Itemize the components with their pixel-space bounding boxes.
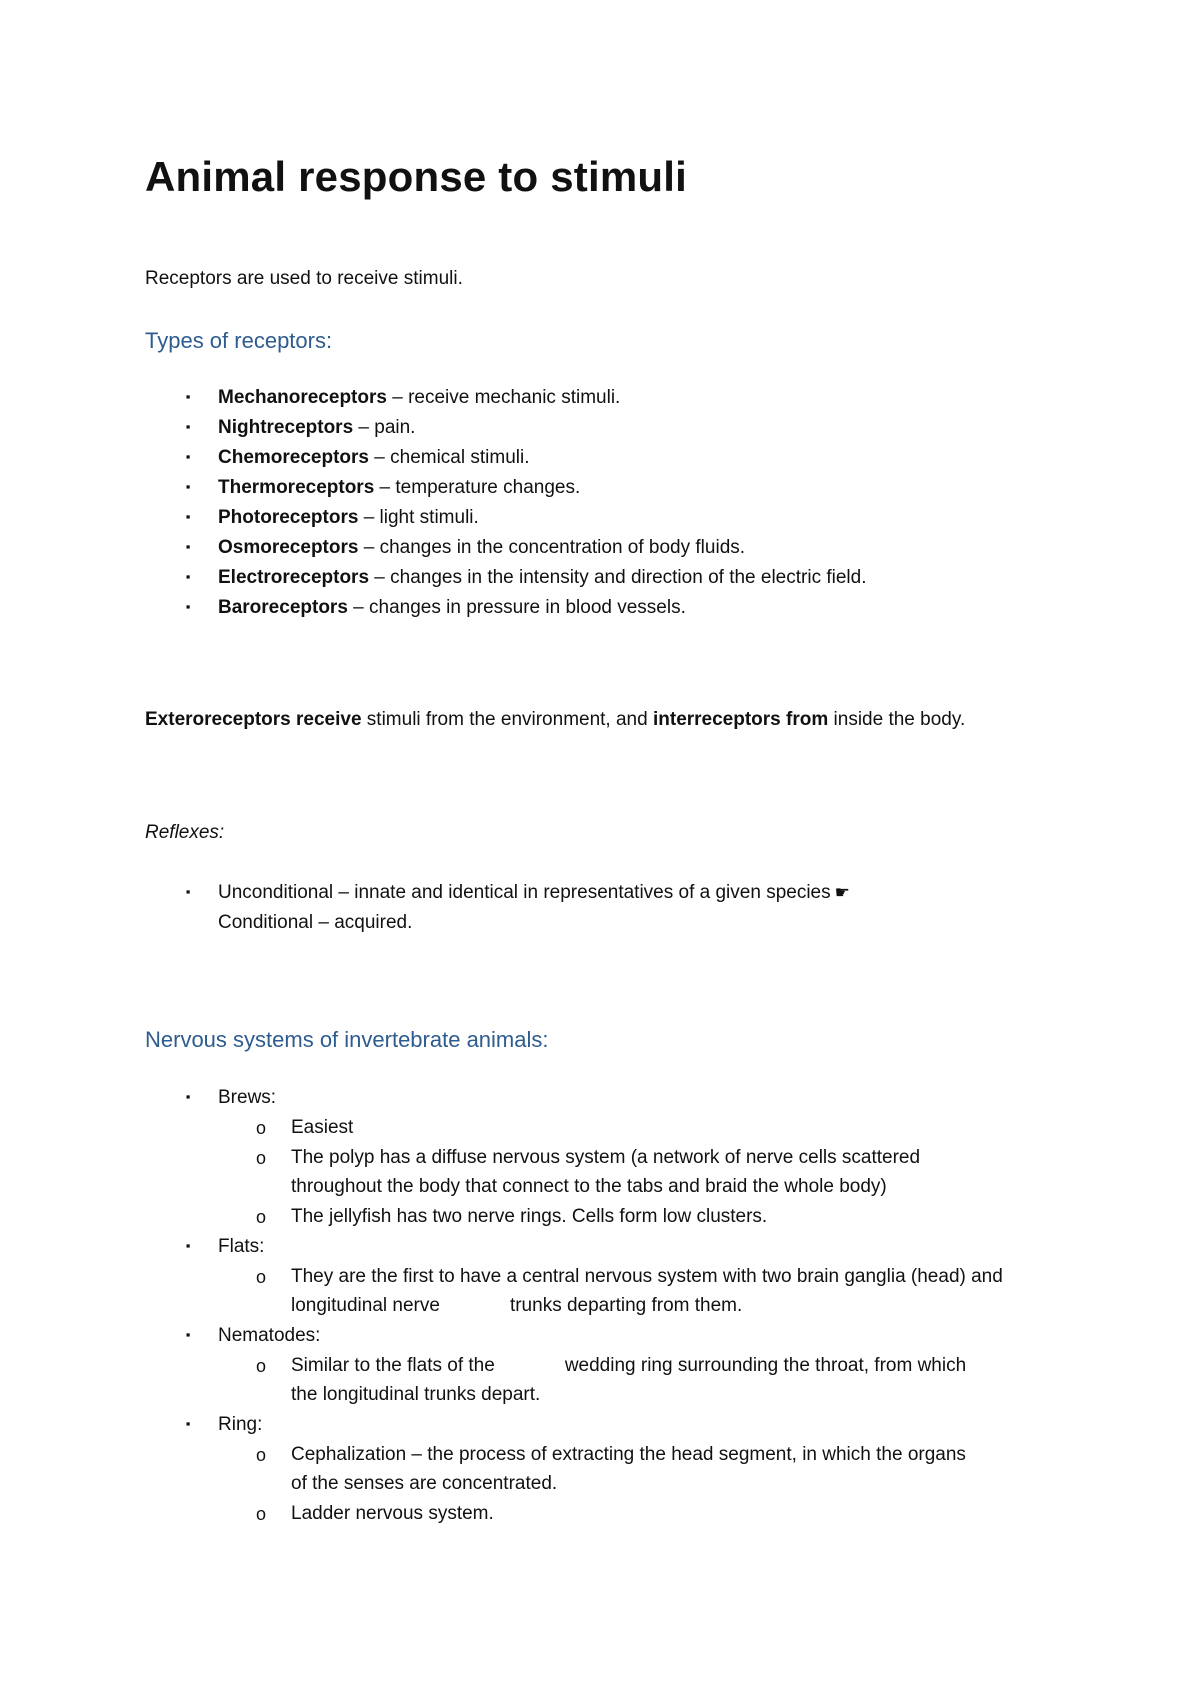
sub-item-continuation: of the senses are concentrated. (291, 1473, 558, 1494)
intero-text: inside the body. (828, 709, 966, 730)
bullet-icon: ▪ (185, 539, 191, 554)
sub-item-continuation: the longitudinal trunks depart. (291, 1384, 541, 1405)
receptor-desc: – chemical stimuli. (369, 447, 530, 468)
receptors-heading: Types of receptors: (145, 328, 333, 353)
sub-item-text: Cephalization – the process of extracting the head segment, in which the organs (291, 1444, 966, 1465)
sub-item-text: They are the first to have a central nervous system with two brain ganglia (head) and (291, 1266, 1003, 1287)
receptor-term: Electroreceptors (218, 567, 370, 588)
bullet-icon: ▪ (185, 884, 191, 899)
bullet-icon: ▪ (185, 419, 191, 434)
bullet-icon: ▪ (185, 1238, 191, 1253)
receptor-term: Photoreceptors (218, 507, 359, 528)
bullet-icon: ▪ (185, 509, 191, 524)
bullet-icon: ▪ (185, 1416, 191, 1431)
bullet-icon: ▪ (185, 449, 191, 464)
group-label-flats: Flats: (218, 1236, 265, 1257)
sub-item-text: Easiest (291, 1117, 354, 1138)
circle-bullet-icon: o (255, 1504, 266, 1524)
reflexes-heading: Reflexes: (145, 822, 225, 843)
group-label-brews: Brews: (218, 1087, 277, 1108)
sub-item-text: Ladder nervous system. (291, 1503, 494, 1524)
sub-item-text: The jellyfish has two nerve rings. Cells form low clusters. (291, 1206, 768, 1227)
receptor-desc: – temperature changes. (374, 477, 581, 498)
circle-bullet-icon: o (255, 1356, 266, 1376)
sub-item-text-part: wedding ring surrounding the throat, from which (564, 1355, 967, 1376)
bullet-icon: ▪ (185, 599, 191, 614)
page-title: Animal response to stimuli (145, 153, 687, 200)
receptor-desc: – changes in pressure in blood vessels. (347, 597, 686, 618)
receptor-term: Nightreceptors (218, 417, 354, 438)
receptor-term: Mechanoreceptors (218, 387, 387, 408)
reflex-unconditional: Unconditional – innate and identical in representatives of a given species (218, 882, 831, 903)
extero-term: Exteroreceptors receive (145, 709, 362, 730)
sub-item-text-part: Similar to the flats of the (291, 1355, 495, 1376)
nervous-heading: Nervous systems of invertebrate animals: (145, 1027, 549, 1052)
sub-item-text: The polyp has a diffuse nervous system (a network of nerve cells scattered (291, 1147, 921, 1168)
circle-bullet-icon: o (255, 1207, 266, 1227)
sub-item-text-part: longitudinal nerve (291, 1295, 440, 1316)
receptor-desc: – changes in the concentration of body fluids. (358, 537, 746, 558)
group-label-nematodes: Nematodes: (218, 1325, 321, 1346)
receptor-term: Chemoreceptors (218, 447, 369, 468)
sub-item-text-part: trunks departing from them. (509, 1295, 743, 1316)
receptor-term: Thermoreceptors (218, 477, 375, 498)
group-label-ring: Ring: (218, 1414, 263, 1435)
receptor-term: Osmoreceptors (218, 537, 359, 558)
receptor-desc: – receive mechanic stimuli. (386, 387, 621, 408)
extero-paragraph (145, 707, 965, 733)
bullet-icon: ▪ (185, 569, 191, 584)
bullet-icon: ▪ (185, 389, 191, 404)
receptor-term: Baroreceptors (218, 597, 348, 618)
intero-term: interreceptors from (652, 709, 829, 730)
receptor-desc: – light stimuli. (358, 507, 479, 528)
receptor-desc: – pain. (353, 417, 416, 438)
extero-text: stimuli from the environment, and (361, 709, 653, 730)
circle-bullet-icon: o (255, 1118, 266, 1138)
bullet-icon: ▪ (185, 1089, 191, 1104)
circle-bullet-icon: o (255, 1445, 266, 1465)
sub-item-continuation: throughout the body that connect to the tabs and braid the whole body) (291, 1176, 887, 1197)
receptor-desc: – changes in the intensity and direction of the electric field. (369, 567, 867, 588)
sub-item-continuation (291, 1293, 742, 1319)
bullet-icon: ▪ (185, 1327, 191, 1342)
circle-bullet-icon: o (255, 1267, 266, 1287)
circle-bullet-icon: o (255, 1148, 266, 1168)
reflex-conditional: Conditional – acquired. (218, 912, 413, 933)
hand-pointer-icon: ☛ (834, 883, 850, 902)
intro-paragraph: Receptors are used to receive stimuli. (145, 268, 463, 289)
bullet-icon: ▪ (185, 479, 191, 494)
